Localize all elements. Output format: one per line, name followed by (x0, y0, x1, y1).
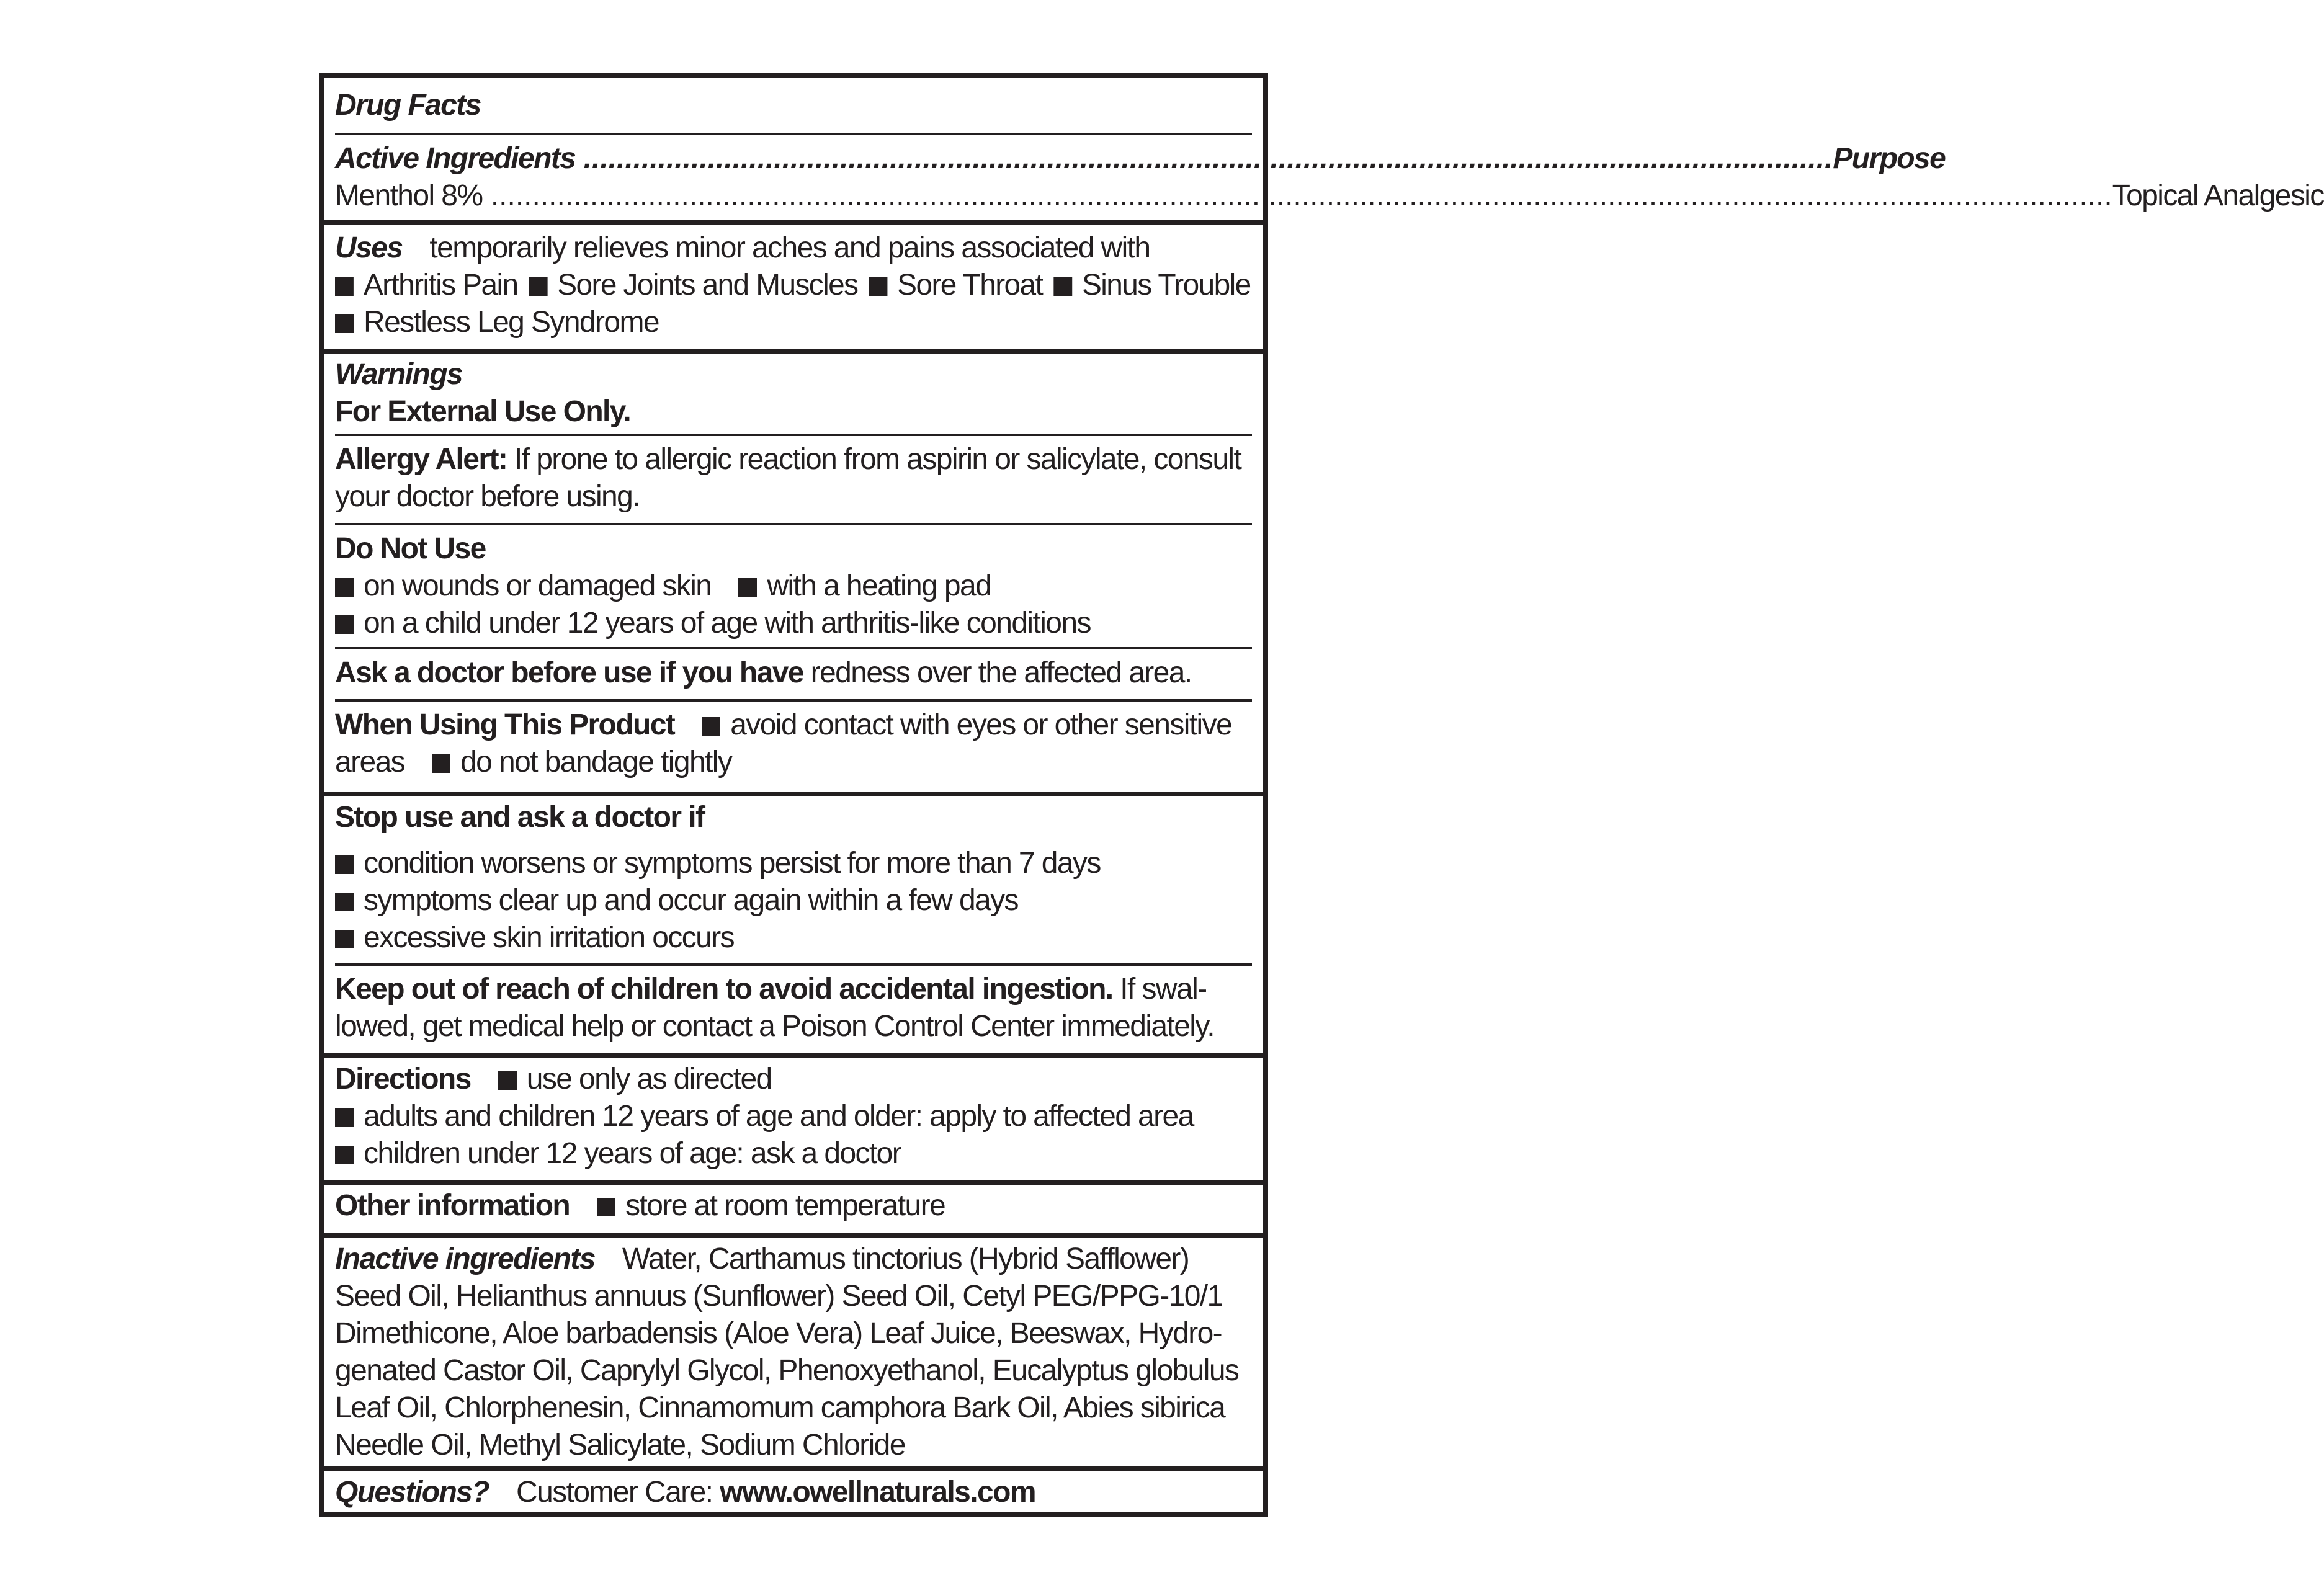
customer-care-label: Customer Care: (516, 1476, 713, 1509)
allergy-alert-text: If prone to allergic reaction from aspirin or salicylate, consult (514, 443, 1241, 476)
uses-heading: Uses (335, 231, 403, 264)
stop-use-line (335, 882, 1251, 919)
inactive-text: Needle Oil, Methyl Salicylate, Sodium Chloride (335, 1429, 905, 1461)
bullet-square-icon (335, 314, 354, 333)
bullet-square-icon (335, 930, 354, 948)
divider (335, 523, 1252, 525)
drug-facts-title: Drug Facts (335, 89, 481, 122)
inactive-line (335, 1241, 1251, 1278)
keep-out-label: Keep out of reach of children to avoid accidental ingestion. (335, 973, 1113, 1006)
ask-doctor-section (324, 654, 1263, 692)
inactive-ingredients-heading: Inactive ingredients (335, 1242, 595, 1275)
other-info-item: store at room temperature (625, 1189, 945, 1222)
allergy-alert-section (324, 441, 1263, 515)
uses-item: Sore Throat (897, 269, 1043, 301)
bullet-square-icon (1053, 277, 1072, 296)
inactive-text: Water, Carthamus tinctorius (Hybrid Safflower) (622, 1242, 1189, 1275)
section-divider (324, 1053, 1263, 1058)
directions-line (335, 1098, 1251, 1135)
do-not-use-item: with a heating pad (767, 569, 991, 602)
divider (335, 647, 1252, 649)
uses-item: Sinus Trouble (1081, 269, 1251, 301)
bullet-square-icon (529, 277, 547, 296)
bullet-square-icon (335, 277, 354, 296)
do-not-use-section (324, 530, 1263, 642)
inactive-text: Dimethicone, Aloe barbadensis (Aloe Vera) Leaf Juice, Beeswax, Hydro- (335, 1317, 1222, 1350)
divider (335, 133, 1252, 135)
other-info-line (335, 1187, 1251, 1224)
bullet-square-icon (335, 578, 354, 597)
allergy-line (335, 441, 1251, 478)
inactive-text: Leaf Oil, Chlorphenesin, Cinnamomum camphora Bark Oil, Abies sibirica (335, 1391, 1225, 1424)
stop-use-item: symptoms clear up and occur again within a few days (364, 884, 1018, 917)
uses-items-line (335, 267, 1251, 304)
drug-facts-panel (319, 73, 2324, 1517)
website-link[interactable]: www.owellnaturals.com (720, 1476, 1035, 1509)
uses-item: Restless Leg Syndrome (364, 306, 659, 339)
warnings-heading: Warnings (335, 358, 463, 391)
ask-doctor-text: redness over the affected area. (810, 656, 1192, 689)
active-ingredients-heading: Active Ingredients (335, 142, 576, 175)
stop-use-section (324, 799, 1263, 957)
keep-out-text: If swal- (1120, 973, 1207, 1006)
uses-items-line (335, 304, 1251, 341)
allergy-alert-label: Allergy Alert: (335, 443, 507, 476)
bullet-square-icon (432, 754, 450, 773)
external-use-text: For External Use Only. (335, 395, 631, 428)
active-ingredient-purpose: Topical Analgesic (2112, 179, 2324, 212)
active-ingredients-header-row (335, 140, 1946, 177)
when-using-item: avoid contact with eyes or other sensitive (730, 708, 1232, 741)
directions-item: children under 12 years of age: ask a doctor (364, 1137, 901, 1170)
bullet-square-icon (702, 717, 720, 736)
ask-doctor-label: Ask a doctor before use if you have (335, 656, 803, 689)
bullet-square-icon (738, 578, 757, 597)
other-info-heading: Other information (335, 1189, 570, 1222)
bullet-square-icon (335, 1108, 354, 1127)
when-using-section (324, 707, 1263, 781)
stop-use-item: condition worsens or symptoms persist for more than 7 days (364, 847, 1101, 880)
bullet-square-icon (335, 615, 354, 634)
drug-facts-title-section (324, 87, 1263, 124)
section-divider (324, 1180, 1263, 1185)
do-not-use-line (335, 568, 1251, 605)
do-not-use-heading: Do Not Use (335, 532, 486, 565)
uses-intro-line (335, 230, 1251, 267)
leader-dots: .................................................................................................................................................................................................... (482, 179, 2112, 212)
questions-line (335, 1474, 1251, 1511)
uses-item: Arthritis Pain (363, 269, 518, 301)
divider (335, 434, 1252, 436)
other-info-section (324, 1187, 1263, 1224)
when-using-line (335, 707, 1251, 744)
leader-dots: ....................................................................................................................................................... (575, 142, 1833, 175)
bullet-square-icon (335, 893, 354, 911)
questions-section (324, 1474, 1263, 1511)
bullet-square-icon (335, 1146, 354, 1164)
stop-use-item: excessive skin irritation occurs (364, 921, 735, 954)
questions-heading: Questions? (335, 1476, 489, 1509)
when-using-item: do not bandage tightly (460, 746, 732, 778)
keep-out-line (335, 971, 1251, 1008)
inactive-ingredients-section (324, 1241, 1263, 1464)
active-ingredient-row (335, 177, 2324, 215)
bullet-square-icon (597, 1198, 615, 1216)
uses-intro: temporarily relieves minor aches and pains associated with (429, 231, 1150, 264)
directions-line (335, 1061, 1251, 1098)
keep-out-section (324, 971, 1263, 1045)
when-using-line (335, 744, 1251, 781)
directions-item: adults and children 12 years of age and older: apply to affected area (364, 1100, 1194, 1133)
directions-line (335, 1135, 1251, 1172)
when-using-item-cont: areas (335, 746, 405, 778)
uses-item: Sore Joints and Muscles (557, 269, 858, 301)
bullet-square-icon (335, 855, 354, 874)
do-not-use-item: on a child under 12 years of age with arthritis-like conditions (364, 607, 1091, 640)
inactive-text: Seed Oil, Helianthus annuus (Sunflower) Seed Oil, Cetyl PEG/PPG-10/1 (335, 1280, 1223, 1313)
section-divider (324, 349, 1263, 354)
warnings-section (324, 356, 1263, 430)
section-divider (324, 1233, 1263, 1238)
divider (335, 963, 1252, 966)
purpose-heading: Purpose (1833, 142, 1946, 175)
directions-item: use only as directed (526, 1063, 772, 1095)
directions-heading: Directions (335, 1063, 471, 1095)
when-using-label: When Using This Product (335, 708, 675, 741)
stop-use-line (335, 845, 1251, 882)
keep-out-text-cont: lowed, get medical help or contact a Poison Control Center immediately. (335, 1010, 1214, 1043)
do-not-use-item: on wounds or damaged skin (364, 569, 712, 602)
ask-doctor-line (335, 654, 1251, 692)
section-divider (324, 1466, 1263, 1471)
section-divider (324, 220, 1263, 225)
allergy-alert-text-cont: your doctor before using. (335, 480, 640, 513)
inactive-text: genated Castor Oil, Caprylyl Glycol, Phenoxyethanol, Eucalyptus globulus (335, 1354, 1239, 1387)
do-not-use-line (335, 605, 1251, 642)
active-ingredients-section (324, 140, 2324, 215)
bullet-square-icon (869, 277, 887, 296)
divider (335, 699, 1252, 702)
directions-section (324, 1061, 1263, 1172)
uses-section (324, 230, 1263, 341)
stop-use-line (335, 919, 1251, 957)
section-divider (324, 792, 1263, 796)
stop-use-heading: Stop use and ask a doctor if (335, 801, 705, 834)
bullet-square-icon (498, 1071, 517, 1090)
active-ingredient-name: Menthol 8% (335, 179, 483, 212)
